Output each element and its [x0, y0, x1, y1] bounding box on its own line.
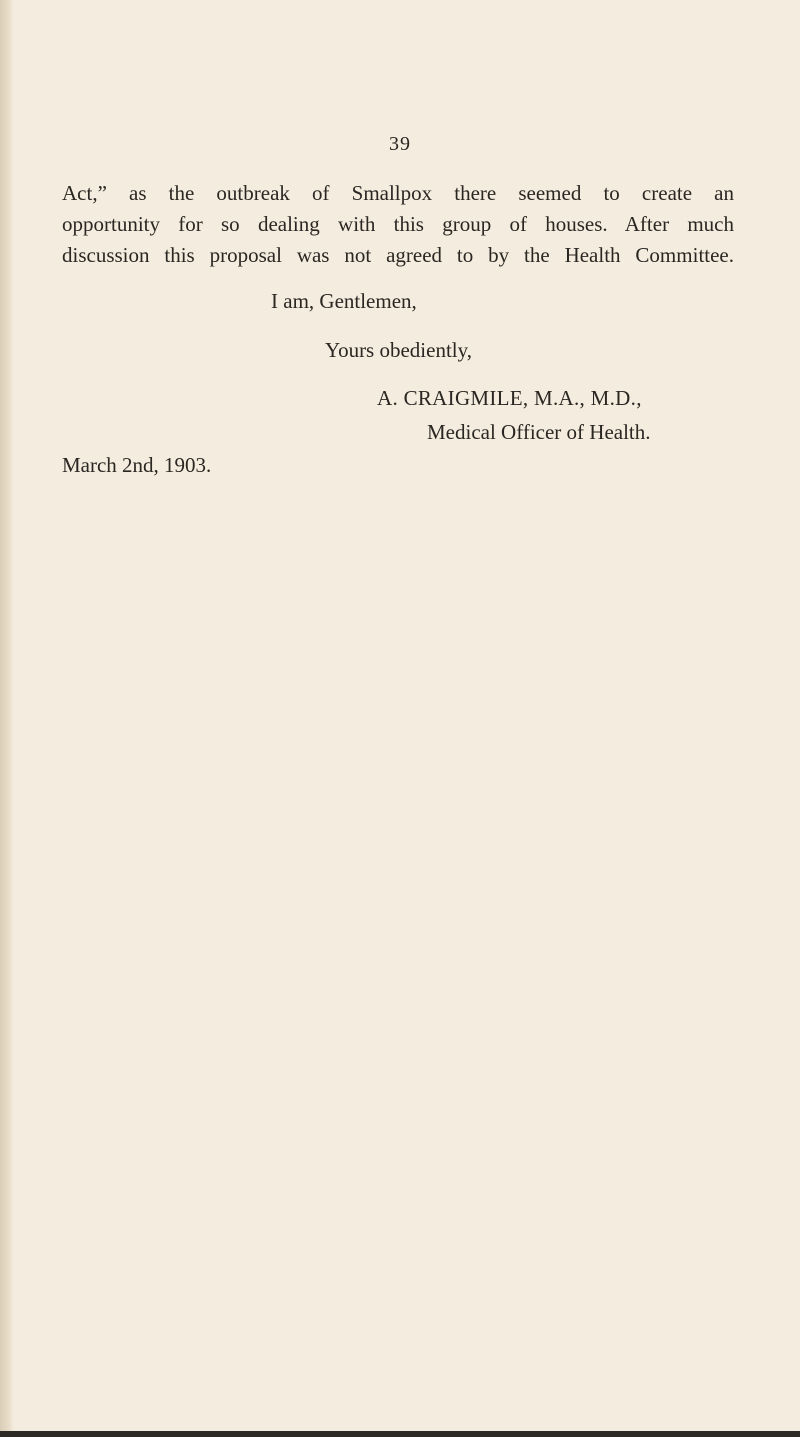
page-number: 39 [389, 133, 411, 155]
closing-valediction: Yours obediently, [325, 338, 473, 362]
letter-date: March 2nd, 1903. [62, 453, 212, 477]
closing-salutation: I am, Gentlemen, [271, 289, 417, 313]
body-line: discussion this proposal was not agreed to by the Health Committee. [62, 243, 734, 267]
body-line: Act,” as the outbreak of Smallpox there seemed to create an [62, 181, 734, 205]
page-bottom-edge [0, 1431, 800, 1437]
body-line: opportunity for so dealing with this group of houses. After much [62, 212, 734, 236]
signature-name: A. CRAIGMILE, M.A., M.D., [377, 386, 642, 410]
signature-title: Medical Officer of Health. [427, 420, 651, 444]
page-binding-edge [0, 0, 14, 1437]
body-paragraph [62, 178, 734, 271]
